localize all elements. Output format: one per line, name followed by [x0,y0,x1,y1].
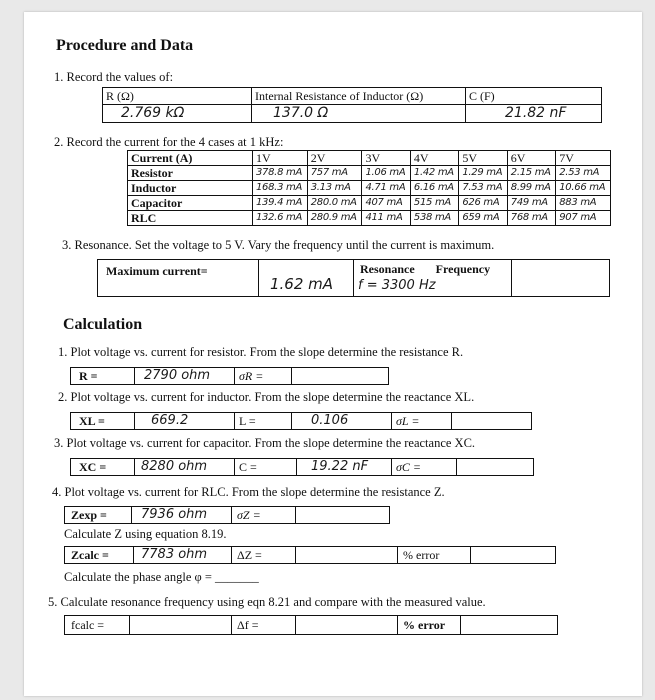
resonance-frequency-label: Resonance Frequency [360,262,491,276]
delta-f-label: Δf = [237,618,259,632]
max-current-value: 1.62 mA [270,275,334,293]
r-value: 2790 ohm [144,368,211,383]
row-label: Inductor [128,181,253,196]
table-header: 5V [459,151,507,166]
table-cell: 1.06 mA [362,166,410,181]
table-cell: 168.3 mA [253,181,308,196]
c-value: 19.22 nF [311,459,369,474]
xc-value: 8280 ohm [141,459,208,474]
r-label: R = [79,369,98,383]
header-internal-resistance: Internal Resistance of Inductor (Ω) [255,89,424,103]
calc-3-row [70,458,534,476]
table-cell: 411 mA [362,211,410,226]
calc-5-text: 5. Calculate resonance frequency using eqn 8.21 and compare with the measured value. [48,595,486,609]
c-label: C = [239,460,257,474]
table-row [128,181,611,196]
xl-value: 669.2 [151,413,189,428]
calc-4-sub1: Calculate Z using equation 8.19. [64,527,227,541]
table-cell: 768 mA [507,211,555,226]
row-label: RLC [128,211,253,226]
calc-2-text: 2. Plot voltage vs. current for inductor. From the slope determine the reactance XL. [58,390,475,404]
table-header: 6V [507,151,555,166]
xc-label: XC = [79,460,107,474]
table-cell: 907 mA [556,211,611,226]
value-internal-resistance: 137.0 Ω [273,105,329,121]
table-header: 2V [307,151,362,166]
percent-error-label-2: % error [403,618,446,632]
table-header: 3V [362,151,410,166]
value-c: 21.82 nF [505,105,567,121]
table-cell: 407 mA [362,196,410,211]
calc-4-row-exp [64,506,390,524]
calc-1-text: 1. Plot voltage vs. current for resistor. From the slope determine the resistance R. [58,345,464,359]
table-cell: 1.29 mA [459,166,507,181]
table-header-row [128,151,611,166]
table-header: Current (A) [128,151,253,166]
sigma-l-label: σL = [396,414,420,428]
row-label: Resistor [128,166,253,181]
table-cell: 1.42 mA [410,166,458,181]
calc-2-row [70,412,532,430]
table-cell: 8.99 mA [507,181,555,196]
sigma-c-label: σC = [396,460,422,474]
table-cell: 2.15 mA [507,166,555,181]
table-row [128,166,611,181]
table-cell: 626 mA [459,196,507,211]
resonance-table [97,259,610,297]
header-r: R (Ω) [106,89,134,103]
step-3-text: 3. Resonance. Set the voltage to 5 V. Vary the frequency until the current is maximum. [62,238,495,252]
table-cell: 132.6 mA [253,211,308,226]
table-row [128,196,611,211]
section-title-procedure: Procedure and Data [56,37,194,54]
table-cell: 538 mA [410,211,458,226]
row-label: Capacitor [128,196,253,211]
table-cell: 515 mA [410,196,458,211]
table-cell: 10.66 mA [556,181,611,196]
current-table [127,150,611,226]
header-c: C (F) [469,89,495,103]
zexp-label: Zexp = [71,508,107,522]
table-header: 7V [556,151,611,166]
zexp-value: 7936 ohm [141,507,208,522]
table-cell: 6.16 mA [410,181,458,196]
xl-label: XL = [79,414,105,428]
calc-4-text: 4. Plot voltage vs. current for RLC. From the slope determine the resistance Z. [52,485,445,499]
section-title-calculation: Calculation [63,316,143,333]
calc-5-row [64,615,558,635]
table-cell: 2.53 mA [556,166,611,181]
table-row [128,211,611,226]
table-header: 1V [253,151,308,166]
table-cell: 3.13 mA [307,181,362,196]
step-2-text: 2. Record the current for the 4 cases at 1 kHz: [54,135,284,149]
value-r: 2.769 kΩ [121,105,185,121]
step-1-text: 1. Record the values of: [54,70,174,84]
max-current-label: Maximum current= [106,264,208,278]
zcalc-label: Zcalc = [71,548,109,562]
table-cell: 757 mA [307,166,362,181]
table-cell: 139.4 mA [253,196,308,211]
table-cell: 883 mA [556,196,611,211]
sigma-z-label: σZ = [237,508,261,522]
document-page [24,12,642,696]
calc-3-text: 3. Plot voltage vs. current for capacitor. From the slope determine the reactance XC. [54,436,476,450]
l-label: L = [239,414,256,428]
l-value: 0.106 [311,413,349,428]
table-cell: 4.71 mA [362,181,410,196]
table-cell: 7.53 mA [459,181,507,196]
calc-4-row-calc [64,546,556,564]
values-table [102,87,602,123]
percent-error-label: % error [403,548,440,562]
sigma-r-label: σR = [239,369,264,383]
table-cell: 659 mA [459,211,507,226]
table-header: 4V [410,151,458,166]
table-cell: 378.8 mA [253,166,308,181]
zcalc-value: 7783 ohm [141,547,208,562]
table-cell: 749 mA [507,196,555,211]
table-cell: 280.9 mA [307,211,362,226]
table-cell: 280.0 mA [307,196,362,211]
calc-4-sub2: Calculate the phase angle φ = _______ [64,570,259,584]
resonance-frequency-value: f = 3300 Hz [358,278,436,293]
delta-z-label: ΔZ = [237,548,262,562]
calc-1-row [70,367,389,385]
fcalc-label: fcalc = [71,618,105,632]
